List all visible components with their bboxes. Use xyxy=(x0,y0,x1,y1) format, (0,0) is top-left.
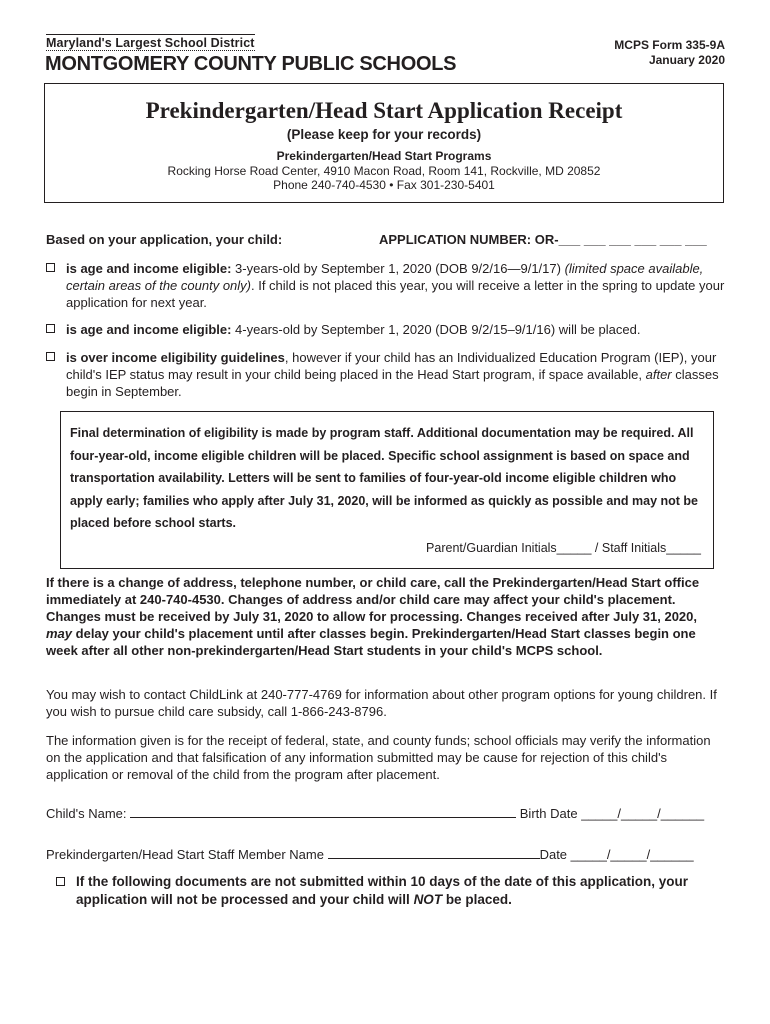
option-label: is age and income eligible: xyxy=(66,322,232,337)
staff-name-input[interactable] xyxy=(328,846,540,859)
option-text: 3-years-old by September 1, 2020 (DOB 9/2/16—9/1/17) xyxy=(231,261,565,276)
program-name: Prekindergarten/Head Start Programs xyxy=(276,149,492,163)
checkbox-3yr[interactable] xyxy=(46,263,55,272)
funds-notice-paragraph: The information given is for the receipt of federal, state, and county funds; school officials may verify the information on the application and that falsification of any information submitted may be cause for rejection of this child's application or removal of the child from the program after placement. xyxy=(46,733,711,782)
date-label: Date xyxy=(539,847,568,862)
page-subtitle: (Please keep for your records) xyxy=(286,127,482,142)
child-name-input[interactable] xyxy=(130,805,516,818)
initials-field[interactable]: Parent/Guardian Initials_____ / Staff Initials_____ xyxy=(426,541,701,555)
child-name-label: Child's Name: xyxy=(46,806,127,821)
program-address: Rocking Horse Road Center, 4910 Macon Road, Room 141, Rockville, MD 20852 xyxy=(167,164,601,178)
form-date: January 2020 xyxy=(648,53,725,67)
staff-name-line xyxy=(46,846,726,863)
checkbox-4yr[interactable] xyxy=(46,324,55,333)
eligibility-note-text: Final determination of eligibility is made by program staff. Additional documentation may be required. All four-year-old, income eligible children will be placed. Specific school assignment is based on space and transportation availability. Letters will be sent to families of four-year-old income eligible children who apply early; families who apply after July 31, 2020, will be informed as quickly as possible and may not be placed before school starts. xyxy=(70,426,698,530)
change-notice-emphasis: may xyxy=(46,626,73,641)
checkbox-documents[interactable] xyxy=(56,877,65,886)
final-warning-text: If the following documents are not submitted within 10 days of the date of this application, your application will not be processed and your child will xyxy=(76,874,689,907)
option-label: is age and income eligible: xyxy=(66,261,232,276)
change-notice-text: If there is a change of address, telephone number, or child care, call the Prekindergarten/Head Start office immediately at 240-740-4530. Changes of address and/or child care may affect your child's placement. Changes must be received by July 31, 2020 to allow for processing. Changes received after July 31, 2020, xyxy=(46,575,700,624)
change-notice-text-cont: delay your child's placement until after classes begin. Prekindergarten/Head Start classes begin one week after all other non-prekindergarten/Head Start students in your child's MCPS school. xyxy=(46,626,696,658)
option-age-income-3yr xyxy=(46,260,726,311)
title-box xyxy=(44,83,724,203)
option-rest: . If child is not placed this year, you will receive a letter in the spring to update your application for next year. xyxy=(66,278,725,310)
final-warning-emphasis: NOT xyxy=(413,892,443,907)
birth-date-label: Birth Date xyxy=(519,806,578,821)
eligibility-note-box xyxy=(60,411,714,569)
option-note: (limited space available, certain areas of the county only) xyxy=(66,261,704,293)
option-note: after xyxy=(645,367,672,382)
option-age-income-4yr xyxy=(46,321,726,338)
child-name-line xyxy=(46,805,726,822)
final-warning xyxy=(56,873,736,909)
date-input[interactable]: _____/_____/______ xyxy=(570,847,694,862)
program-phone: Phone 240-740-4530 • Fax 301-230-5401 xyxy=(273,178,495,192)
page-title: Prekindergarten/Head Start Application Receipt xyxy=(145,98,623,123)
childlink-paragraph: You may wish to contact ChildLink at 240-777-4769 for information about other program options for young children. If you wish to pursue child care subsidy, call 1-866-243-8796. xyxy=(46,687,717,719)
option-text: , however if your child has an Individualized Education Program (IEP), your child's IEP status may result in your child being placed in the Head Start program, if space available, xyxy=(66,350,717,382)
district-tagline: Maryland's Largest School District xyxy=(46,36,255,50)
option-over-income xyxy=(46,349,726,400)
staff-name-label: Prekindergarten/Head Start Staff Member Name xyxy=(46,847,324,862)
option-rest: classes begin in September. xyxy=(66,367,719,399)
application-number-field[interactable]: APPLICATION NUMBER: OR-___ ___ ___ ___ ___ ___ xyxy=(379,232,707,247)
based-on-label: Based on your application, your child: xyxy=(46,232,283,247)
change-notice xyxy=(46,574,726,659)
district-name: MONTGOMERY COUNTY PUBLIC SCHOOLS xyxy=(45,53,457,75)
form-number: MCPS Form 335-9A xyxy=(614,38,725,52)
final-warning-text-cont: be placed. xyxy=(442,892,512,907)
option-label: is over income eligibility guidelines xyxy=(66,350,285,365)
checkbox-over-income[interactable] xyxy=(46,352,55,361)
birth-date-input[interactable]: _____/_____/______ xyxy=(581,806,705,821)
form-id xyxy=(614,38,725,68)
option-text: 4-years-old by September 1, 2020 (DOB 9/2/15–9/1/16) will be placed. xyxy=(231,322,641,337)
